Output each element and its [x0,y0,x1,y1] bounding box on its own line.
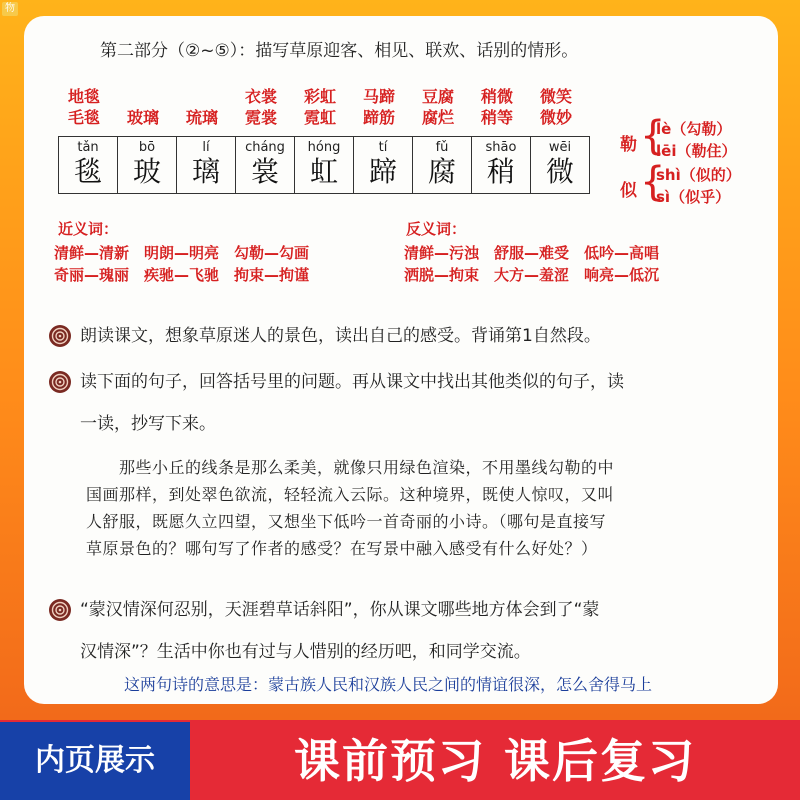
textbook-page: 第二部分（②~⑤）：描写草原迎客、相见、联欢、话别的情形。 地毯 毛毯 玻璃 琉璃 衣裳 霓裳 彩虹 霓虹 马蹄 蹄筋 豆腐 腐烂 稍微 稍等 微笑 微妙 tǎn 毯 bō 玻 lí 璃 cháng 裳 hóng 虹 tí 蹄 fǔ 腐 shāo 稍 wēi 微 勒 { lè（勾勒） lēi（勒住） 似 { shì（似的） sì（似乎） 近义词： 清鲜—清新 明朗—明亮 勾勒—勾画 奇丽—瑰丽 疾驰—飞驰 拘束—拘谨 反义词： 清鲜—污浊 舒服—难受 低吟—高唱 洒脱—拘束 大方—羞涩 响亮—低沉 朗读课文，想象草原迷人的景色，读出自己的感受。背诵第1自然段。 读下面的句子，回答括号里的问题。再从课文中找出其他类似的句子，读 一读，抄写下来。 那些小丘的线条是那么柔美，就像只用绿色渲染，不用墨线勾勒的中 国画那样，到处翠色欲流，轻轻流入云际。这种境界，既使人惊叹，又叫 人舒服，既愿久立四望，又想坐下低吟一首奇丽的小诗。（哪句是直接写 草原景色的？哪句写了作者的感受？在写景中融入感受有什么好处？） “蒙汉情深何忍别，天涯碧草话斜阳”，你从课文哪些地方体会到了“蒙 汉情深”？生活中你也有过与人惜别的经历吧，和同学交流。 这两句诗的意思是：蒙古族人民和汉族人民之间的情谊很深，怎么舍得马上 [24,16,778,704]
synonym-row: 清鲜—清新 明朗—明亮 勾勒—勾画 [54,244,310,262]
banner-slogan: 课前预习 课后复习 [293,734,696,788]
task-3-text: “蒙汉情深何忍别，天涯碧草话斜阳”，你从课文哪些地方体会到了“蒙 [80,600,600,620]
related-words: 琉璃 [185,108,218,127]
antonym-row: 清鲜—污浊 舒服—难受 低吟—高唱 [404,244,660,262]
antonym-row: 洒脱—拘束 大方—羞涩 响亮—低沉 [404,266,660,284]
swirl-bullet-icon [48,598,72,622]
related-words: 地毯 毛毯 [67,87,100,127]
swirl-bullet-icon [48,324,72,348]
character-cell: tí 蹄 [353,137,412,193]
task-2-text-cont: 一读，抄写下来。 [80,414,216,434]
character-cell: bō 玻 [117,137,176,193]
related-words: 稍微 稍等 [480,87,513,127]
task-2-text: 读下面的句子，回答括号里的问题。再从课文中找出其他类似的句子，读 [80,372,624,392]
corner-badge: 物 [2,2,18,16]
related-words: 马蹄 蹄筋 [362,87,395,127]
character-grid [58,136,590,194]
section-title: 第二部分（②~⑤）：描写草原迎客、相见、联欢、话别的情形。 [100,41,579,61]
character-cell: shāo 稍 [471,137,530,193]
character-cell: cháng 裳 [235,137,294,193]
synonym-row: 奇丽—瑰丽 疾驰—飞驰 拘束—拘谨 [54,266,310,284]
answer-text: 这两句诗的意思是：蒙古族人民和汉族人民之间的情谊很深，怎么舍得马上 [124,675,653,694]
related-words: 微笑 微妙 [539,87,572,127]
antonym-label: 反义词： [406,220,467,238]
character-cell: wēi 微 [530,137,589,193]
character-cell: fǔ 腐 [412,137,471,193]
task-1-text: 朗读课文，想象草原迷人的景色，读出自己的感受。背诵第1自然段。 [80,326,601,346]
related-words: 豆腐 腐烂 [421,87,454,127]
quoted-passage: 那些小丘的线条是那么柔美，就像只用绿色渲染，不用墨线勾勒的中 国画那样，到处翠色欲流，轻轻流入云际。这种境界，既使人惊叹，又叫 人舒服，既愿久立四望，又想坐下低吟一首奇丽的小诗。（哪句是直接写 草原景色的？哪句写了作者的感受？在写景中融入感受有什么好处？） [86,458,615,558]
character-cell: lí 璃 [176,137,235,193]
synonym-label: 近义词： [58,220,119,238]
banner-inner-pages: 内页展示 [0,722,190,800]
character-cell: hóng 虹 [294,137,353,193]
character-cell: tǎn 毯 [73,140,102,188]
related-words: 玻璃 [126,108,159,127]
related-words: 彩虹 霓虹 [303,87,336,127]
related-words: 衣裳 霓裳 [244,87,277,127]
swirl-bullet-icon [48,370,72,394]
task-3-text-cont: 汉情深”？生活中你也有过与人惜别的经历吧，和同学交流。 [80,642,531,662]
